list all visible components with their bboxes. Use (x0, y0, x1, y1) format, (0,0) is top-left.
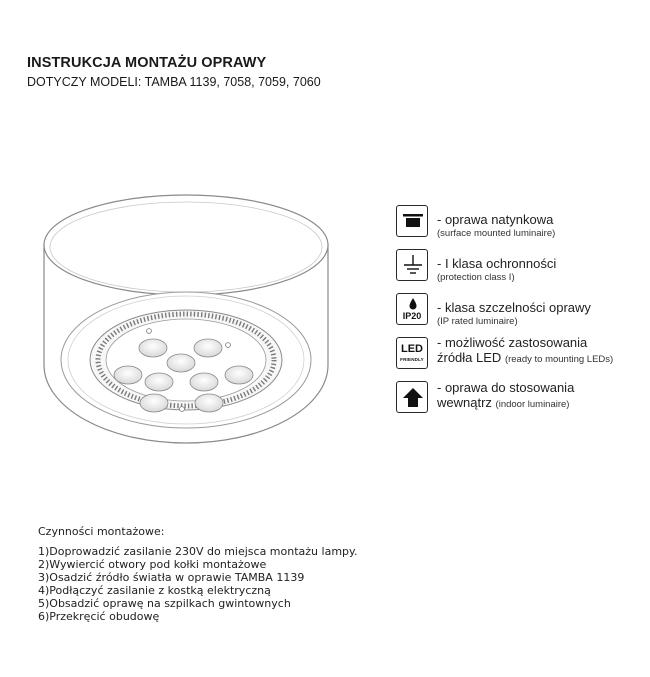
legend-item-surface-mounted (395, 205, 635, 241)
steps-heading: Czynności montażowe: (38, 525, 165, 538)
page-subtitle: DOTYCZY MODELI: TAMBA 1139, 7058, 7059, 7060 (27, 75, 321, 89)
led-friendly-icon (396, 337, 428, 369)
step-item: 1)Doprowadzić zasilanie 230V do miejsca montażu lampy. (38, 545, 358, 558)
legend-sub: (surface mounted luminaire) (437, 228, 556, 239)
legend-sub: (protection class I) (437, 272, 515, 283)
installation-steps (38, 525, 357, 623)
lamp-illustration (36, 185, 336, 455)
step-item: 2)Wywiercić otwory pod kołki montażowe (38, 558, 267, 571)
legend-sub: (indoor luminaire) (495, 399, 570, 410)
legend-item-protection-class (395, 249, 635, 285)
legend-item-led-friendly (395, 337, 635, 373)
indoor-icon (396, 381, 428, 413)
step-item: 4)Podłączyć zasilanie z kostką elektryczną (38, 584, 271, 597)
ip20-label: IP20 (402, 311, 422, 321)
legend-sub: (IP rated luminaire) (437, 316, 518, 327)
ip20-icon (396, 293, 428, 325)
page-title: INSTRUKCJA MONTAŻU OPRAWY (27, 55, 267, 71)
legend-text-line2: źródła LED (437, 350, 502, 365)
step-item: 6)Przekręcić obudowę (38, 610, 160, 623)
legend-sub: (ready to mounting LEDs) (504, 354, 614, 365)
legend-text: - klasa szczelności oprawy (437, 300, 591, 315)
ground-icon (396, 249, 428, 281)
surface-mounted-icon (396, 205, 428, 237)
legend-item-indoor (395, 381, 635, 417)
led-label: LED (401, 343, 423, 355)
legend-text: - możliwość zastosowania (437, 335, 588, 350)
legend-text: - oprawa do stosowania (437, 380, 575, 395)
step-item: 5)Obsadzić oprawę na szpilkach gwintownych (38, 597, 291, 610)
legend-text: - I klasa ochronności (437, 256, 557, 271)
friendly-label: FRIENDLY (400, 357, 424, 362)
legend-text: - oprawa natynkowa (437, 212, 554, 227)
step-item: 3)Osadzić źródło światła w oprawie TAMBA 1139 (38, 571, 305, 584)
legend-text-line2: wewnątrz (437, 395, 492, 410)
legend-item-ip-rating (395, 293, 635, 329)
